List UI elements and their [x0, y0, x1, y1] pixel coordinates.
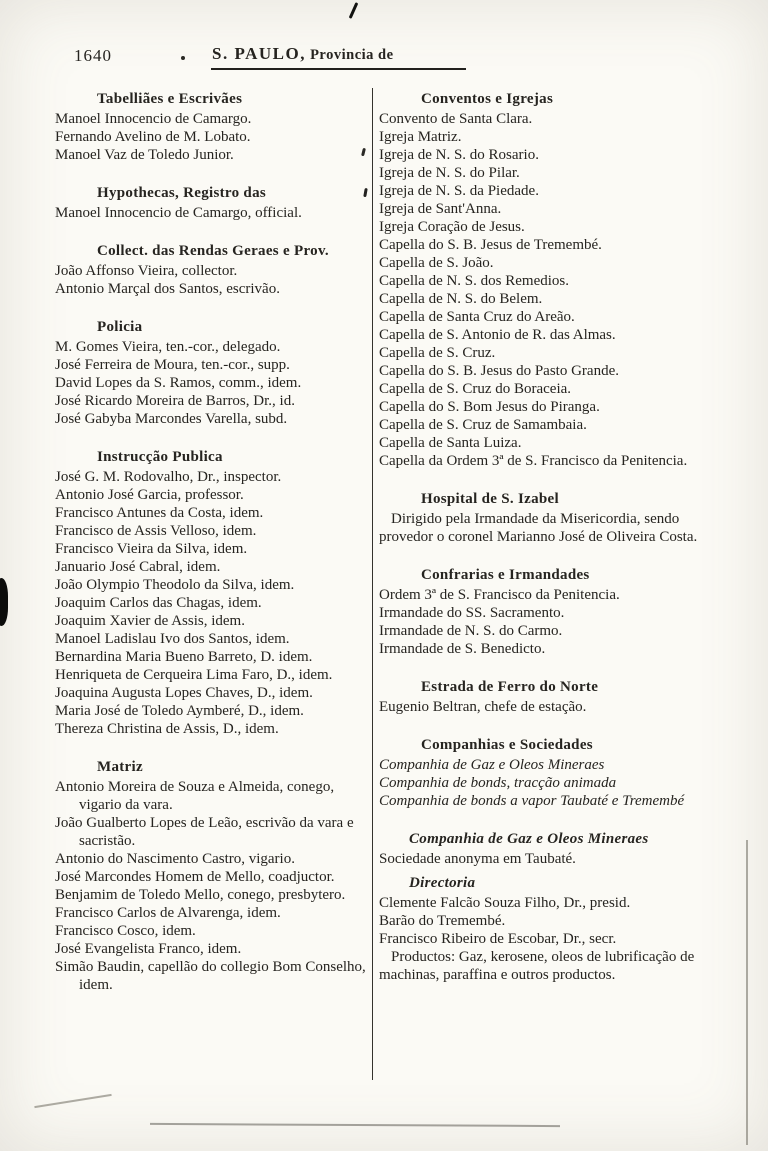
entry-line: José Ferreira de Moura, ten.-cor., supp.	[55, 357, 290, 373]
entry-line: Joaquim Carlos das Chagas, idem.	[55, 595, 262, 611]
section	[55, 318, 369, 428]
entry-line: Capella do S. Bom Jesus do Piranga.	[379, 399, 600, 415]
entry-line: Benjamim de Toledo Mello, conego, presbytero.	[55, 887, 346, 903]
section-heading: Directoria	[409, 875, 476, 891]
entry-line: Capella de Santa Cruz do Areão.	[379, 309, 575, 325]
section	[379, 830, 713, 868]
entry-line: Capella de S. Cruz.	[379, 345, 496, 361]
section-heading: Conventos e Igrejas	[421, 91, 554, 107]
entry-line: Ordem 3ª de S. Francisco da Penitencia.	[379, 587, 620, 603]
entry-line: Fernando Avelino de M. Lobato.	[55, 129, 251, 145]
entry-line: Capella de S. Cruz do Boraceia.	[379, 381, 572, 397]
section-heading: Tabelliães e Escrivães	[97, 91, 243, 107]
entry-line: Capella de Santa Luiza.	[379, 435, 522, 451]
section	[379, 566, 713, 658]
entry-line: Convento de Santa Clara.	[379, 111, 533, 127]
entry-line: Capella de S. Antonio de R. das Almas.	[379, 327, 616, 343]
entry-line: Igreja de N. S. do Rosario.	[379, 147, 539, 163]
entry-line: Joaquina Augusta Lopes Chaves, D., idem.	[55, 685, 313, 701]
entry-line: José Gabyba Marcondes Varella, subd.	[55, 411, 288, 427]
entry-line: Manoel Innocencio de Camargo.	[55, 111, 252, 127]
section	[379, 490, 713, 546]
section-heading: Hypothecas, Registro das	[97, 185, 267, 201]
page-number: 1640	[74, 46, 112, 65]
entry-line: Productos: Gaz, kerosene, oleos de lubrificação de machinas, paraffina e outros productos.	[379, 949, 695, 983]
entry-line: Capella da Ordem 3ª de S. Francisco da Penitencia.	[379, 453, 688, 469]
ink-stroke-artifact	[349, 2, 359, 19]
entry-line: José Evangelista Franco, idem.	[55, 941, 242, 957]
entry-line: Barão do Tremembé.	[379, 913, 506, 929]
section	[379, 736, 713, 810]
entry-line: Januario José Cabral, idem.	[55, 559, 221, 575]
section	[55, 448, 369, 738]
entry-line: Companhia de Gaz e Oleos Mineraes	[379, 757, 605, 773]
section-heading: Companhias e Sociedades	[421, 737, 593, 753]
entry-line: Henriqueta de Cerqueira Lima Faro, D., idem.	[55, 667, 333, 683]
entry-line: Francisco Antunes da Costa, idem.	[55, 505, 264, 521]
section-heading: Confrarias e Irmandades	[421, 567, 590, 583]
section-heading: Instrucção Publica	[97, 449, 223, 465]
entry-line: João Gualberto Lopes de Leão, escrivão da vara e sacristão.	[55, 815, 354, 849]
entry-line: Antonio Marçal dos Santos, escrivão.	[55, 281, 280, 297]
section	[55, 758, 369, 994]
scan-edge-line	[746, 840, 748, 1145]
entry-line: Joaquim Xavier de Assis, idem.	[55, 613, 245, 629]
entry-line: Dirigido pela Irmandade da Misericordia, sendo provedor o coronel Marianno José de Oliveira Costa.	[379, 511, 698, 545]
entry-line: Irmandade de S. Benedicto.	[379, 641, 546, 657]
entry-line: Eugenio Beltran, chefe de estação.	[379, 699, 587, 715]
entry-line: Sociedade anonyma em Taubaté.	[379, 851, 576, 867]
section	[379, 90, 713, 470]
section-heading: Collect. das Rendas Geraes e Prov.	[97, 243, 329, 259]
running-title-rest: Provincia de	[305, 47, 394, 63]
entry-line: Maria José de Toledo Aymberé, D., idem.	[55, 703, 304, 719]
entry-line: Francisco Carlos de Alvarenga, idem.	[55, 905, 281, 921]
entry-line: Capella de S. Cruz de Samambaia.	[379, 417, 587, 433]
entry-line: Antonio José Garcia, professor.	[55, 487, 244, 503]
section	[379, 874, 713, 984]
entry-line: Igreja de N. S. da Piedade.	[379, 183, 539, 199]
entry-line: Antonio Moreira de Souza e Almeida, conego, vigario da vara.	[55, 779, 335, 813]
section	[55, 90, 369, 164]
section	[379, 678, 713, 716]
section-heading: Matriz	[97, 759, 143, 775]
entry-line: Capella do S. B. Jesus de Tremembé.	[379, 237, 602, 253]
column-divider	[372, 88, 373, 1080]
entry-line: Francisco Ribeiro de Escobar, Dr., secr.	[379, 931, 617, 947]
section-heading: Policia	[97, 319, 143, 335]
entry-line: David Lopes da S. Ramos, comm., idem.	[55, 375, 302, 391]
scan-edge-line	[150, 1123, 560, 1127]
entry-line: Bernardina Maria Bueno Barreto, D. idem.	[55, 649, 313, 665]
entry-line: José Ricardo Moreira de Barros, Dr., id.	[55, 393, 295, 409]
entry-line: Companhia de bonds a vapor Taubaté e Tremembé	[379, 793, 685, 809]
entry-line: Manoel Innocencio de Camargo, official.	[55, 205, 302, 221]
entry-line: Igreja Coração de Jesus.	[379, 219, 525, 235]
section-heading: Companhia de Gaz e Oleos Mineraes	[409, 831, 649, 847]
section	[55, 242, 369, 298]
column-left	[55, 90, 369, 994]
column-right	[379, 90, 713, 984]
running-title-main: S. PAULO,	[212, 44, 306, 63]
running-title	[212, 44, 394, 64]
entry-line: Manoel Ladislau Ivo dos Santos, idem.	[55, 631, 290, 647]
entry-line: Thereza Christina de Assis, D., idem.	[55, 721, 279, 737]
entry-line: Capella de S. João.	[379, 255, 494, 271]
entry-line: Igreja Matriz.	[379, 129, 462, 145]
entry-line: Irmandade do SS. Sacramento.	[379, 605, 565, 621]
entry-line: Igreja de Sant'Anna.	[379, 201, 502, 217]
entry-line: Capella de N. S. do Belem.	[379, 291, 543, 307]
entry-line: Simão Baudin, capellão do collegio Bom Conselho, idem.	[55, 959, 366, 993]
entry-line: Clemente Falcão Souza Filho, Dr., presid.	[379, 895, 631, 911]
entry-line: Francisco de Assis Velloso, idem.	[55, 523, 257, 539]
entry-line: Irmandade de N. S. do Carmo.	[379, 623, 563, 639]
page-header	[0, 44, 768, 68]
section-heading: Hospital de S. Izabel	[421, 491, 559, 507]
entry-line: Francisco Cosco, idem.	[55, 923, 196, 939]
entry-line: Antonio do Nascimento Castro, vigario.	[55, 851, 295, 867]
header-rule	[211, 68, 466, 70]
entry-line: João Affonso Vieira, collector.	[55, 263, 238, 279]
entry-line: Companhia de bonds, tracção animada	[379, 775, 617, 791]
ink-blob-artifact	[0, 578, 8, 626]
entry-line: José Marcondes Homem de Mello, coadjuctor.	[55, 869, 335, 885]
entry-line: João Olympio Theodolo da Silva, idem.	[55, 577, 295, 593]
entry-line: Manoel Vaz de Toledo Junior.	[55, 147, 234, 163]
entry-line: Francisco Vieira da Silva, idem.	[55, 541, 248, 557]
entry-line: Capella do S. B. Jesus do Pasto Grande.	[379, 363, 619, 379]
section	[55, 184, 369, 222]
entry-line: José G. M. Rodovalho, Dr., inspector.	[55, 469, 282, 485]
entry-line: M. Gomes Vieira, ten.-cor., delegado.	[55, 339, 281, 355]
entry-line: Capella de N. S. dos Remedios.	[379, 273, 569, 289]
entry-line: Igreja de N. S. do Pilar.	[379, 165, 520, 181]
scan-edge-line	[34, 1094, 111, 1108]
section-heading: Estrada de Ferro do Norte	[421, 679, 599, 695]
